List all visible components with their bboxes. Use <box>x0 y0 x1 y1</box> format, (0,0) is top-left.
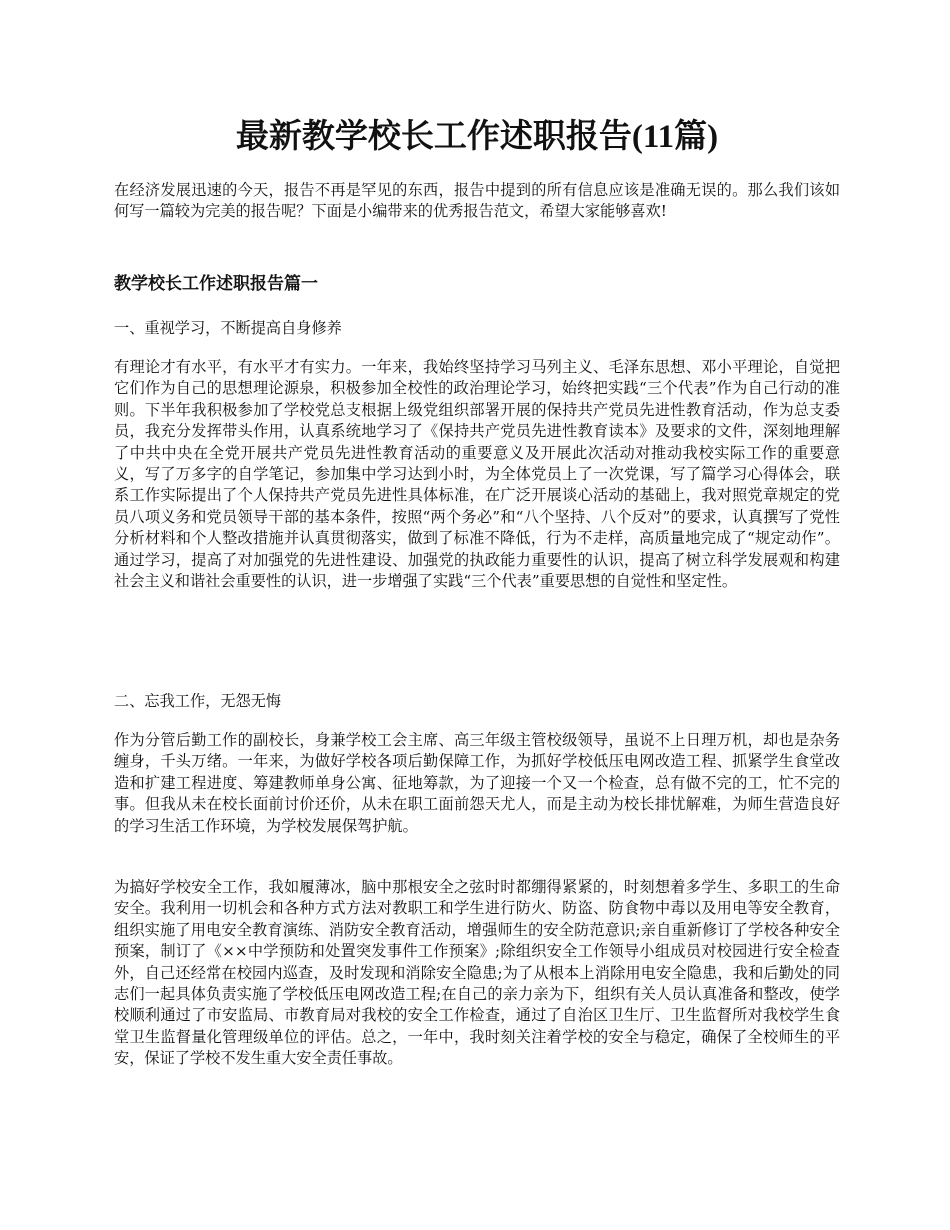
part1-heading: 一、重视学习，不断提高自身修养 <box>114 319 342 337</box>
part2-paragraph-2: 为搞好学校安全工作，我如履薄冰，脑中那根安全之弦时时都绷得紧紧的，时刻想着多学生、多职工的生命安全。我利用一切机会和各种方式方法对教职工和学生进行防火、防盗、防食物中毒以及用电等安全教育，组织实施了用电安全教育演练、消防安全教育活动，增强师生的安全防范意识;亲自重新修订了学校各种安全预案，制订了《××中学预防和处置突发事件工作预案》;除组织安全工作领导小组成员对校园进行安全检查外，自己还经常在校园内巡查，及时发现和消除安全隐患;为了从根本上消除用电安全隐患，我和后勤处的同志们一起具体负责实施了学校低压电网改造工程;在自己的亲力亲为下，组织有关人员认真准备和整改，使学校顺利通过了市安监局、市教育局对我校的安全工作检查，通过了自治区卫生厅、卫生监督所对我校学生食堂卫生监督量化管理级单位的评估。总之，一年中，我时刻关注着学校的安全与稳定，确保了全校师生的平安，保证了学校不发生重大安全责任事故。 <box>114 878 840 1068</box>
intro-paragraph: 在经济发展迅速的今天，报告不再是罕见的东西，报告中提到的所有信息应该是准确无误的。那么我们该如何写一篇较为完美的报告呢？下面是小编带来的优秀报告范文，希望大家能够喜欢! <box>114 181 840 221</box>
section-title: 教学校长工作述职报告篇一 <box>114 274 318 294</box>
part2-paragraph-1: 作为分管后勤工作的副校长，身兼学校工会主席、高三年级主管校级领导，虽说不上日理万机，却也是杂务缠身，千头万绪。一年来，为做好学校各项后勤保障工作，为抓好学校低压电网改造工程、抓紧学生食堂改造和扩建工程进度、筹建教师单身公寓、征地筹款，为了迎接一个又一个检查，总有做不完的工，忙不完的事。但我从未在校长面前讨价还价，从未在职工面前怨天尤人，而是主动为校长排忧解难，为师生营造良好的学习生活工作环境，为学校发展保驾护航。 <box>114 731 840 835</box>
part1-paragraph: 有理论才有水平，有水平才有实力。一年来，我始终坚持学习马列主义、毛泽东思想、邓小平理论，自觉把它们作为自己的思想理论源泉，积极参加全校性的政治理论学习，始终把实践“三个代表”作为自己行动的准则。下半年我积极参加了学校党总支根据上级党组织部署开展的保持共产党员先进性教育活动，作为总支委员，我充分发挥带头作用，认真系统地学习了《保持共产党员先进性教育读本》及要求的文件，深刻地理解了中共中央在全党开展共产党员先进性教育活动的重要意义及开展此次活动对推动我校实际工作的重要意义，写了万多字的自学笔记，参加集中学习达到小时，为全体党员上了一次党课，写了篇学习心得体会，联系工作实际提出了个人保持共产党员先进性具体标准，在广泛开展谈心活动的基础上，我对照党章规定的党员八项义务和党员领导干部的基本条件，按照“两个务必”和“八个坚持、八个反对”的要求，认真撰写了党性分析材料和个人整改措施并认真贯彻落实，做到了标准不降低，行为不走样，高质量地完成了“规定动作”。通过学习，提高了对加强党的先进性建设、加强党的执政能力重要性的认识，提高了树立科学发展观和构建社会主义和谐社会重要性的认识，进一步增强了实践“三个代表”重要思想的自觉性和坚定性。 <box>114 358 840 591</box>
document-title: 最新教学校长工作述职报告(11篇) <box>235 119 719 155</box>
part2-heading: 二、忘我工作，无怨无悔 <box>114 692 282 710</box>
